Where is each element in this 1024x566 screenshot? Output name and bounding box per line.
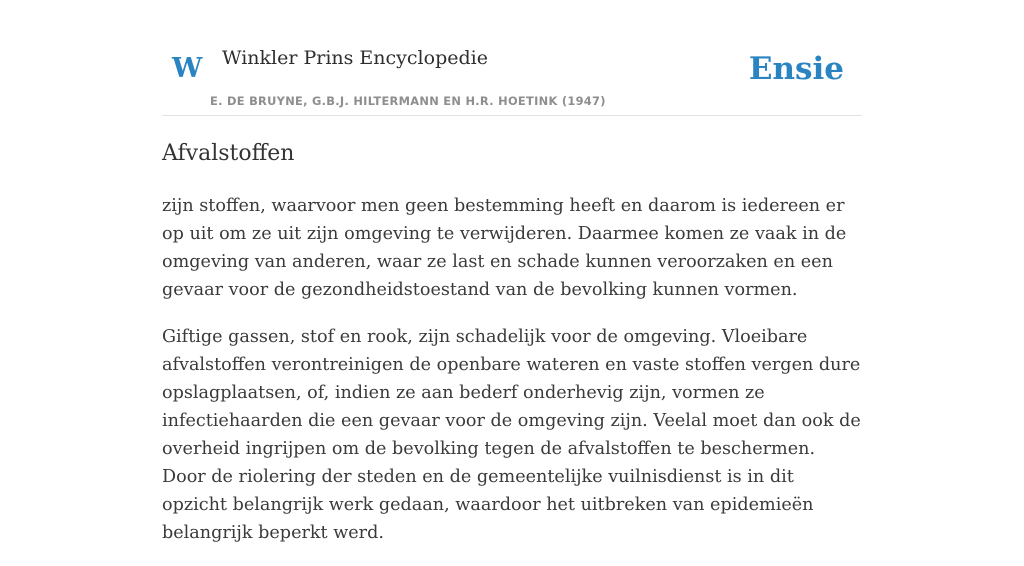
article-paragraph: zijn stoffen, waarvoor men geen bestemming heeft en daarom is iedereen er op uit om ze uit zijn omgeving te verwijderen. Daarmee komen ze vaak in de omgeving van anderen, waar ze last en schade kunnen veroorzaken en een gevaar voor de gezondheidstoestand van de bevolking kunnen vormen. [162,196,847,300]
article-title: Afvalstoffen [162,141,295,166]
ensie-logo[interactable]: Ensie [748,51,844,87]
page-container [162,0,862,543]
article-paragraph: Giftige gassen, stof en rook, zijn schadelijk voor de omgeving. Vloeibare afvalstoffen verontreinigen de openbare wateren en vaste stoffen vergen dure opslagplaatsen, of, indien ze aan bederf onderhevig zijn, vormen ze infectiehaarden die een gevaar voor de omgeving zijn. Veelal moet dan ook de overheid ingrijpen om de bevolking tegen de afvalstoffen te beschermen. Door de riolering der steden en de gemeentelijke vuilnisdienst is in dit opzicht belangrijk werk gedaan, waardoor het uitbreken van epidemieën belangrijk beperkt werd. [162,327,861,543]
winkler-prins-logo[interactable]: W [172,53,203,84]
source-title[interactable]: Winkler Prins Encyclopedie [222,47,488,69]
site-header [162,0,862,116]
source-authors: E. DE BRUYNE, G.B.J. HILTERMANN EN H.R. HOETINK (1947) [210,94,606,108]
article-body [162,192,862,566]
